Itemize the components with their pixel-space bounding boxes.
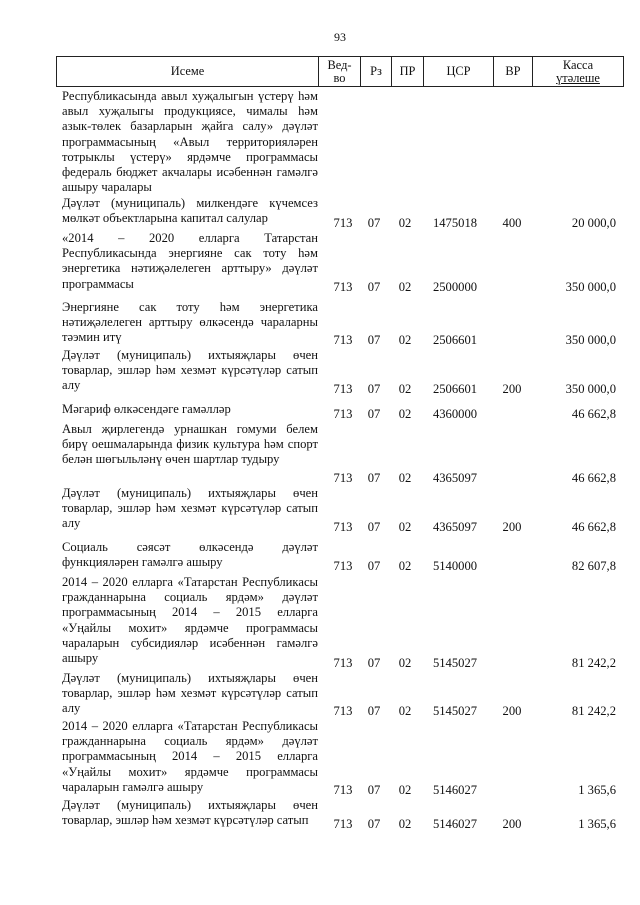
row-name: Дәүләт (муниципаль) ихтыяҗлары өчен товарлар, эшләр һәм хезмәт күрсәтүләр сатып алу	[62, 671, 318, 716]
row-pr: 02	[398, 382, 412, 396]
header-kassa-line2: үтәлеше	[556, 70, 600, 85]
row-rz: 07	[367, 216, 381, 230]
table-row	[56, 540, 624, 574]
row-name: Республикасында авыл хуҗалыгын үстерү һәм авыл хуҗалыгы продукциясе, чималы һәм азык-төлек базарларын җайга салу» дәүләт программасының «Авыл территорияләрен тотрыклы үстерү» ярдәмче программасы федераль бюджет акчалары исәбеннән гамәлгә ашыру чаралары	[62, 89, 318, 195]
row-pr: 02	[398, 656, 412, 670]
row-pr: 02	[398, 817, 412, 831]
row-pr: 02	[398, 333, 412, 347]
table-row	[56, 719, 624, 798]
table-row	[56, 798, 624, 832]
row-ved: 713	[333, 333, 353, 347]
row-pr: 02	[398, 407, 412, 421]
table-row	[56, 422, 624, 486]
row-rz: 07	[367, 520, 381, 534]
row-rz: 07	[367, 817, 381, 831]
header-rz: Рз	[361, 57, 392, 86]
page-number: 93	[334, 30, 346, 44]
row-pr: 02	[398, 280, 412, 294]
row-ved: 713	[333, 280, 353, 294]
row-name: Социаль сәясәт өлкәсендә дәүләт функцияләрен гамәлгә ашыру	[62, 540, 318, 570]
row-sum: 46 662,8	[571, 407, 616, 421]
row-vr: 200	[502, 382, 522, 396]
row-name: Энергияне сак тоту һәм энергетика нәтиҗәлелеген арттыру өлкәсендә чараларны тәэмин итү	[62, 300, 318, 345]
row-ved: 713	[333, 783, 353, 797]
row-rz: 07	[367, 382, 381, 396]
row-vr: 200	[502, 520, 522, 534]
row-csr: 5146027	[432, 817, 478, 831]
row-pr: 02	[398, 559, 412, 573]
table-row	[56, 231, 624, 295]
table-row	[56, 575, 624, 671]
table-row	[56, 89, 624, 196]
row-pr: 02	[398, 520, 412, 534]
header-kassa-line1: Касса	[562, 57, 594, 72]
row-csr: 5145027	[432, 656, 478, 670]
header-ved	[319, 57, 361, 86]
row-name: Мәгариф өлкәсендәге гамәлләр	[62, 402, 231, 416]
row-csr: 2506601	[432, 333, 478, 347]
row-vr: 200	[502, 704, 522, 718]
row-vr: 200	[502, 817, 522, 831]
row-pr: 02	[398, 704, 412, 718]
row-sum: 46 662,8	[571, 520, 616, 534]
header-ved-line1: Вед-	[327, 57, 352, 72]
row-ved: 713	[333, 656, 353, 670]
row-sum: 350 000,0	[565, 280, 616, 294]
header-name: Исеме	[57, 57, 319, 86]
header-pr: ПР	[392, 57, 424, 86]
table-header	[56, 56, 624, 87]
row-vr: 400	[502, 216, 522, 230]
header-csr: ЦСР	[424, 57, 494, 86]
row-csr: 5146027	[432, 783, 478, 797]
row-sum: 350 000,0	[565, 382, 616, 396]
row-ved: 713	[333, 817, 353, 831]
header-vr: ВР	[494, 57, 533, 86]
row-ved: 713	[333, 559, 353, 573]
row-rz: 07	[367, 783, 381, 797]
row-sum: 1 365,6	[578, 783, 616, 797]
row-rz: 07	[367, 471, 381, 485]
row-sum: 1 365,6	[578, 817, 616, 831]
row-csr: 1475018	[432, 216, 478, 230]
row-pr: 02	[398, 471, 412, 485]
table-row	[56, 348, 624, 397]
row-csr: 5140000	[432, 559, 478, 573]
table-row	[56, 402, 624, 422]
row-name: Авыл җирлегендә урнашкан гомуми белем бирү оешмаларында физик культура һәм спорт белән шөгыльләнү өчен шартлар тудыру	[62, 422, 318, 467]
row-rz: 07	[367, 280, 381, 294]
row-ved: 713	[333, 216, 353, 230]
header-kassa	[533, 57, 623, 86]
row-csr: 4360000	[432, 407, 478, 421]
row-ved: 713	[333, 471, 353, 485]
row-pr: 02	[398, 783, 412, 797]
table-row	[56, 486, 624, 535]
row-ved: 713	[333, 407, 353, 421]
row-csr: 2506601	[432, 382, 478, 396]
row-sum: 81 242,2	[571, 704, 616, 718]
row-sum: 82 607,8	[571, 559, 616, 573]
table-row	[56, 671, 624, 719]
row-csr: 4365097	[432, 520, 478, 534]
row-name: Дәүләт (муниципаль) ихтыяҗлары өчен товарлар, эшләр һәм хезмәт күрсәтүләр сатып алу	[62, 348, 318, 393]
row-sum: 350 000,0	[565, 333, 616, 347]
row-rz: 07	[367, 656, 381, 670]
row-name: «2014 – 2020 елларга Татарстан Республикасында энергияне сак тоту һәм энергетика нәтиҗәлелеген арттыру» дәүләт программасы	[62, 231, 318, 291]
row-ved: 713	[333, 704, 353, 718]
row-rz: 07	[367, 704, 381, 718]
row-pr: 02	[398, 216, 412, 230]
row-sum: 81 242,2	[571, 656, 616, 670]
row-rz: 07	[367, 333, 381, 347]
row-ved: 713	[333, 520, 353, 534]
row-name: Дәүләт (муниципаль) ихтыяҗлары өчен товарлар, эшләр һәм хезмәт күрсәтүләр сатып	[62, 798, 318, 828]
row-sum: 20 000,0	[571, 216, 616, 230]
header-ved-line2: во	[333, 70, 346, 85]
row-name: Дәүләт (муниципаль) ихтыяҗлары өчен товарлар, эшләр һәм хезмәт күрсәтүләр сатып алу	[62, 486, 318, 531]
row-csr: 5145027	[432, 704, 478, 718]
row-name: 2014 – 2020 елларга «Татарстан Республикасы гражданнарына социаль ярдәм» дәүләт программасының 2014 – 2015 елларга «Уңайлы мохит» ярдәмче программасы чараларын субсидияләр исәбеннән гамәлгә ашыру	[62, 575, 318, 666]
row-csr: 2500000	[432, 280, 478, 294]
row-sum: 46 662,8	[571, 471, 616, 485]
row-name: Дәүләт (муниципаль) милкендәге күчемсез мөлкәт объектларына капитал салулар	[62, 196, 318, 226]
table-row	[56, 196, 624, 231]
row-rz: 07	[367, 407, 381, 421]
row-csr: 4365097	[432, 471, 478, 485]
row-ved: 713	[333, 382, 353, 396]
row-rz: 07	[367, 559, 381, 573]
row-name: 2014 – 2020 елларга «Татарстан Республикасы гражданнарына социаль ярдәм» дәүләт программасының 2014 – 2015 елларга «Уңайлы мохит» ярдәмче программасы чараларын гамәлгә ашыру	[62, 719, 318, 794]
table-row	[56, 300, 624, 348]
